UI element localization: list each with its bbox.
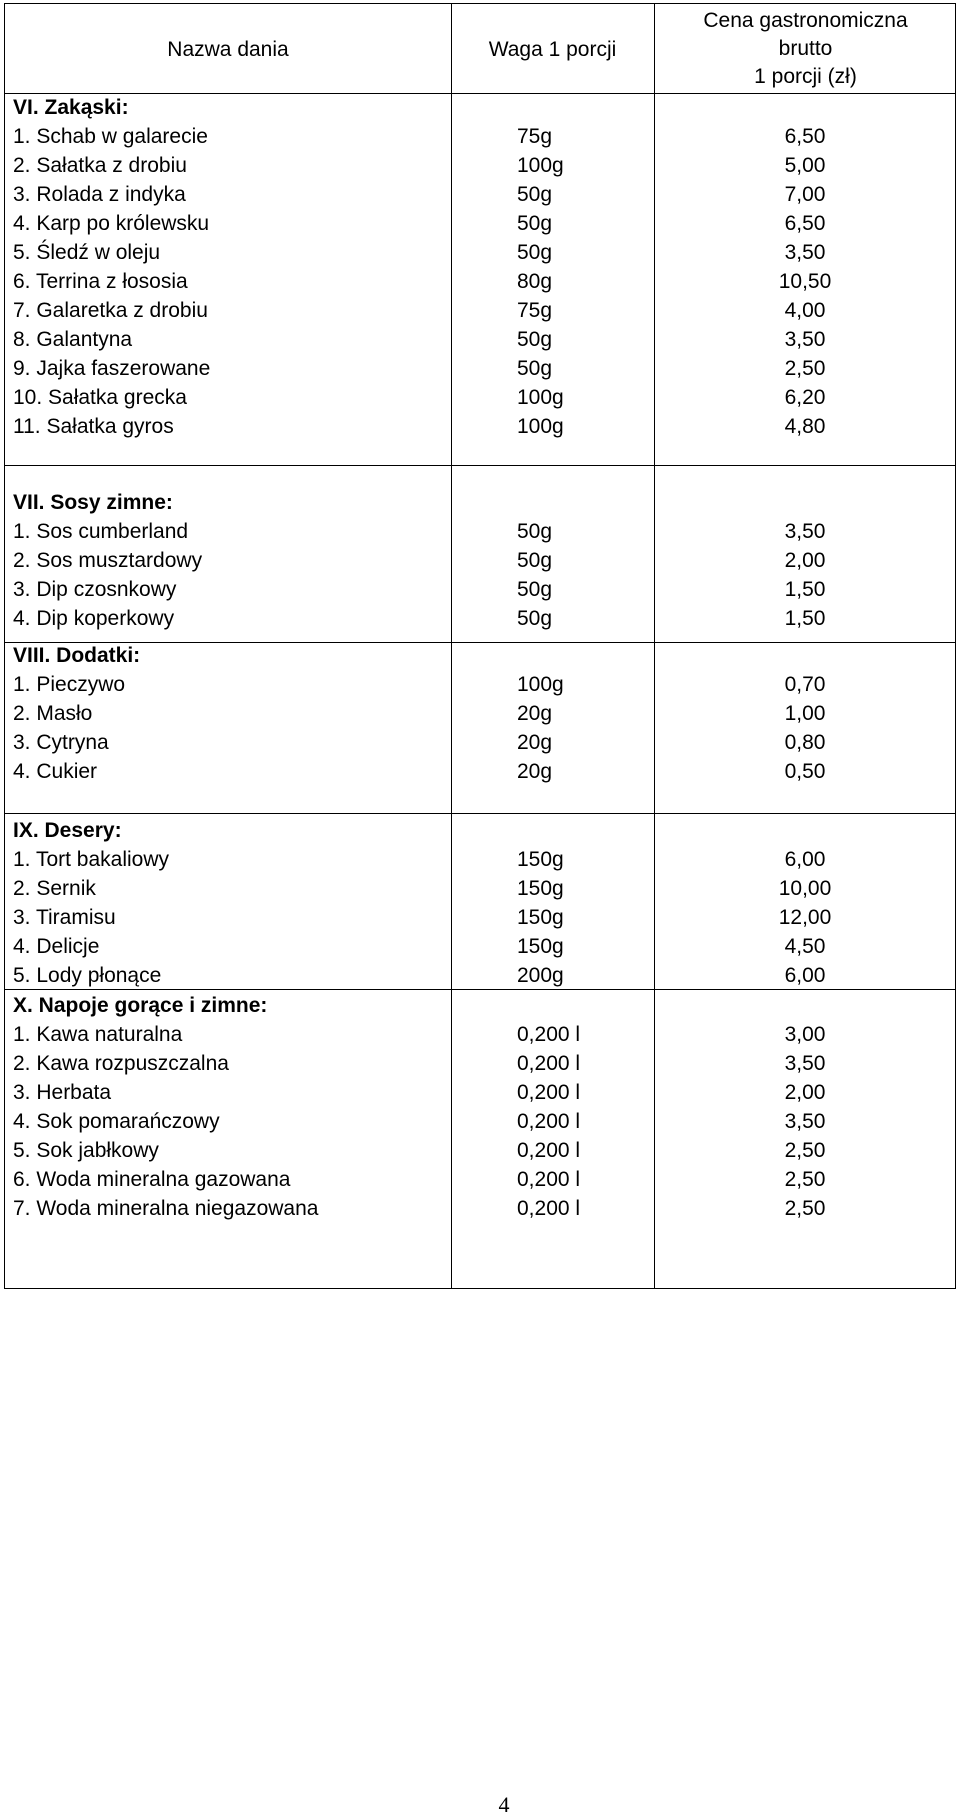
section-title: X. Napoje gorące i zimne: [13,994,268,1017]
dish-weight: 0,200 l [517,1052,581,1075]
dish-name: 3. Dip czosnkowy [13,578,177,601]
dish-name: 4. Karp po królewsku [13,212,210,235]
dish-price: 4,80 [784,415,826,438]
dish-price: 0,70 [784,673,826,696]
dish-price: 1,00 [784,702,826,725]
dish-weight: 50g [517,549,553,572]
dish-price: 3,50 [784,241,826,264]
dish-weight: 100g [517,154,564,177]
dish-price: 4,00 [784,299,826,322]
header-price-line-1: Cena gastronomiczna [703,9,908,32]
section-divider [5,642,955,643]
dish-name: 2. Masło [13,702,93,725]
dish-price: 4,50 [784,935,826,958]
dish-weight: 0,200 l [517,1110,581,1133]
column-divider [451,4,452,1288]
dish-price: 3,00 [784,1023,826,1046]
dish-weight: 100g [517,415,564,438]
dish-price: 3,50 [784,1110,826,1133]
dish-weight: 50g [517,520,553,543]
dish-name: 1. Kawa naturalna [13,1023,183,1046]
dish-weight: 0,200 l [517,1197,581,1220]
section-divider [5,93,955,94]
dish-weight: 150g [517,935,564,958]
section-divider [5,813,955,814]
dish-name: 7. Galaretka z drobiu [13,299,208,322]
dish-name: 1. Schab w galarecie [13,125,208,148]
dish-weight: 75g [517,299,553,322]
dish-name: 9. Jajka faszerowane [13,357,211,380]
header-portion-weight: Waga 1 porcji [488,38,617,61]
dish-weight: 20g [517,731,553,754]
dish-weight: 100g [517,673,564,696]
dish-name: 2. Kawa rozpuszczalna [13,1052,229,1075]
dish-name: 4. Delicje [13,935,100,958]
dish-name: 8. Galantyna [13,328,133,351]
dish-weight: 50g [517,328,553,351]
column-divider [654,4,655,1288]
dish-name: 2. Sos musztardowy [13,549,203,572]
dish-weight: 20g [517,702,553,725]
dish-weight: 50g [517,212,553,235]
dish-name: 3. Rolada z indyka [13,183,186,206]
section-title: IX. Desery: [13,819,122,842]
page-number: 4 [498,1792,510,1817]
dish-weight: 20g [517,760,553,783]
section-divider [5,465,955,466]
dish-price: 3,50 [784,1052,826,1075]
menu-table [4,3,956,1289]
dish-weight: 0,200 l [517,1168,581,1191]
dish-name: 3. Herbata [13,1081,112,1104]
dish-price: 10,00 [778,877,832,900]
dish-name: 7. Woda mineralna niegazowana [13,1197,319,1220]
dish-price: 2,00 [784,549,826,572]
header-price-line-3: 1 porcji (zł) [754,65,857,88]
dish-weight: 0,200 l [517,1023,581,1046]
dish-name: 2. Sernik [13,877,96,900]
section-title: VI. Zakąski: [13,96,129,119]
dish-name: 2. Sałatka z drobiu [13,154,187,177]
dish-price: 2,50 [784,1139,826,1162]
dish-name: 4. Sok pomarańczowy [13,1110,220,1133]
dish-weight: 75g [517,125,553,148]
dish-weight: 0,200 l [517,1139,581,1162]
dish-price: 6,50 [784,125,826,148]
dish-price: 2,50 [784,357,826,380]
dish-weight: 150g [517,906,564,929]
dish-weight: 50g [517,578,553,601]
dish-price: 6,00 [784,964,826,987]
dish-name: 3. Tiramisu [13,906,116,929]
dish-name: 5. Śledź w oleju [13,241,161,264]
dish-weight: 200g [517,964,564,987]
dish-price: 12,00 [778,906,832,929]
dish-weight: 50g [517,183,553,206]
header-price-line-2: brutto [778,37,833,60]
dish-weight: 0,200 l [517,1081,581,1104]
dish-price: 6,00 [784,848,826,871]
dish-price: 2,50 [784,1168,826,1191]
dish-name: 3. Cytryna [13,731,109,754]
dish-weight: 100g [517,386,564,409]
dish-name: 4. Dip koperkowy [13,607,175,630]
section-divider [5,989,955,990]
dish-price: 5,00 [784,154,826,177]
dish-price: 10,50 [778,270,832,293]
dish-name: 6. Woda mineralna gazowana [13,1168,291,1191]
dish-name: 1. Sos cumberland [13,520,189,543]
section-title: VIII. Dodatki: [13,644,141,667]
dish-weight: 50g [517,607,553,630]
dish-price: 0,80 [784,731,826,754]
dish-name: 11. Sałatka gyros [13,415,174,438]
dish-name: 4. Cukier [13,760,98,783]
dish-price: 7,00 [784,183,826,206]
dish-weight: 50g [517,241,553,264]
dish-price: 3,50 [784,520,826,543]
dish-price: 1,50 [784,607,826,630]
dish-price: 3,50 [784,328,826,351]
dish-name: 5. Lody płonące [13,964,162,987]
dish-name: 10. Sałatka grecka [13,386,187,409]
dish-price: 6,50 [784,212,826,235]
dish-weight: 80g [517,270,553,293]
dish-weight: 150g [517,877,564,900]
dish-name: 1. Pieczywo [13,673,126,696]
dish-weight: 150g [517,848,564,871]
dish-weight: 50g [517,357,553,380]
dish-price: 6,20 [784,386,826,409]
dish-name: 1. Tort bakaliowy [13,848,170,871]
dish-price: 1,50 [784,578,826,601]
section-title: VII. Sosy zimne: [13,491,173,514]
dish-name: 5. Sok jabłkowy [13,1139,159,1162]
dish-price: 2,00 [784,1081,826,1104]
dish-name: 6. Terrina z łososia [13,270,188,293]
header-dish-name: Nazwa dania [167,38,289,61]
dish-price: 0,50 [784,760,826,783]
dish-price: 2,50 [784,1197,826,1220]
